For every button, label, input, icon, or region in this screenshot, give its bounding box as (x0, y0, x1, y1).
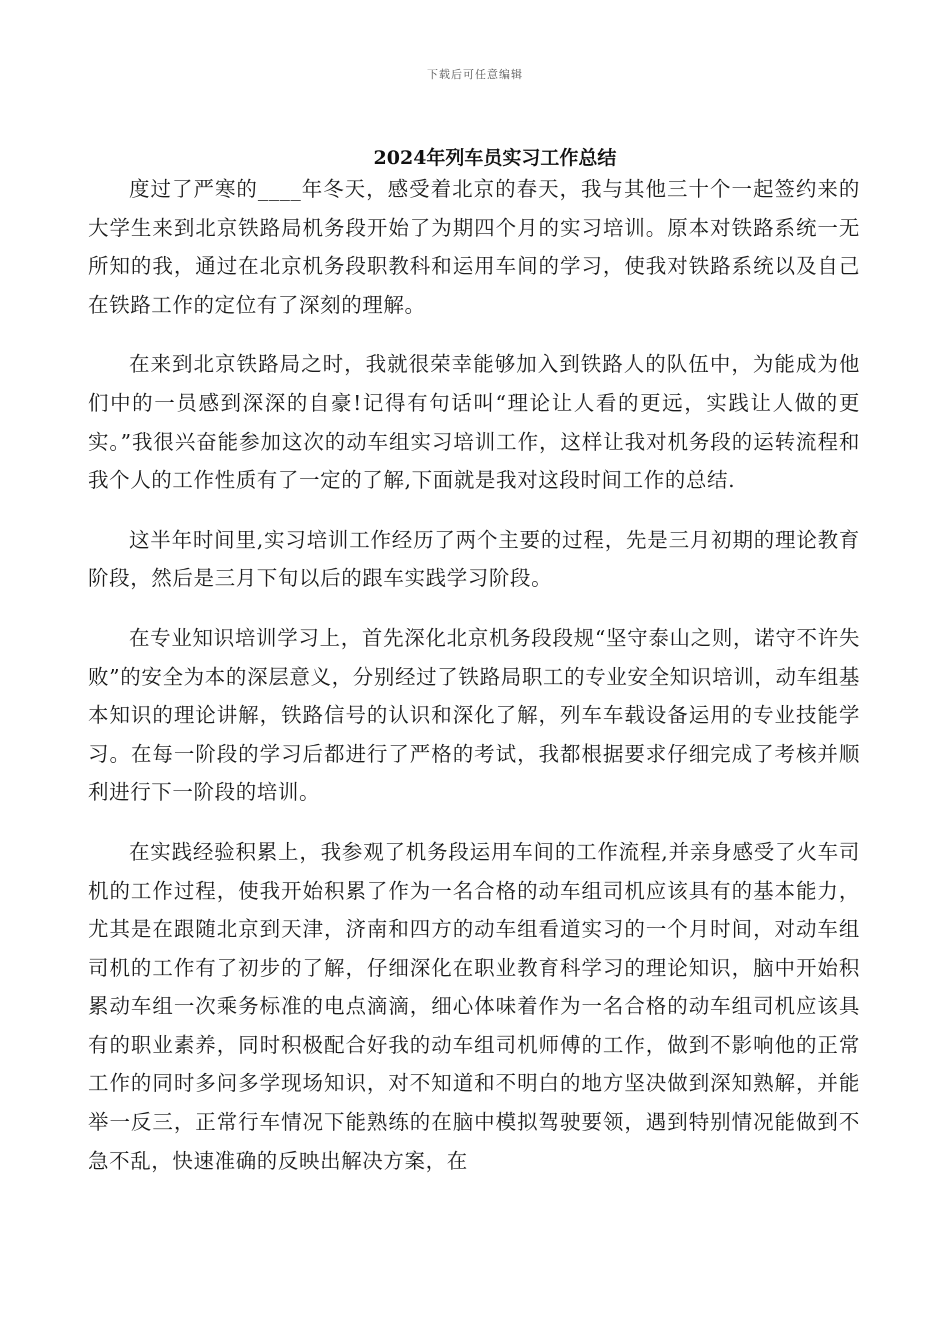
paragraph-5: 在实践经验积累上，我参观了机务段运用车间的工作流程,并亲身感受了火车司机的工作过程，使我开始积累了作为一名合格的动车组司机应该具有的基本能力，尤其是在跟随北京到天津，济南和四方的动车组看道实习的一个月时间，对动车组司机的工作有了初步的了解，仔细深化在职业教育科学习的理论知识，脑中开始积累动车组一次乘务标准的电点滴滴，细心体味着作为一名合格的动车组司机应该具有的职业素养，同时积极配合好我的动车组司机师傅的工作，做到不影响他的正常工作的同时多问多学现场知识，对不知道和不明白的地方坚决做到深知熟解，并能举一反三，正常行车情况下能熟练的在脑中模拟驾驶要领，遇到特别情况能做到不急不乱，快速准确的反映出解决方案，在 (88, 839, 860, 1173)
document-title: 2024年列车员实习工作总结 (373, 147, 617, 169)
header-note: 下载后可任意编辑 (427, 68, 523, 81)
paragraph-4: 在专业知识培训学习上，首先深化北京机务段段规“坚守泰山之则，诺守不许失败”的安全为本的深层意义，分别经过了铁路局职工的专业安全知识培训，动车组基本知识的理论讲解，铁路信号的认识和深化了解，列车车载设备运用的专业技能学习。在每一阶段的学习后都进行了严格的考试，我都根据要求仔细完成了考核并顺利进行下一阶段的培训。 (88, 625, 860, 805)
paragraph-2: 在来到北京铁路局之时，我就很荣幸能够加入到铁路人的队伍中，为能成为他们中的一员感到深深的自豪!记得有句话叫“理论让人看的更远，实践让人做的更实。”我很兴奋能参加这次的动车组实习培训工作，这样让我对机务段的运转流程和我个人的工作性质有了一定的了解,下面就是我对这段时间工作的总结. (88, 352, 860, 493)
paragraph-1: 度过了严寒的____年冬天，感受着北京的春天，我与其他三十个一起签约来的大学生来到北京铁路局机务段开始了为期四个月的实习培训。原本对铁路系统一无所知的我，通过在北京机务段职教科和运用车间的学习，使我对铁路系统以及自己在铁路工作的定位有了深刻的理解。 (88, 177, 860, 317)
document-body (88, 170, 860, 1201)
paragraph-3: 这半年时间里,实习培训工作经历了两个主要的过程，先是三月初期的理论教育阶段，然后是三月下旬以后的跟车实践学习阶段。 (88, 527, 860, 591)
